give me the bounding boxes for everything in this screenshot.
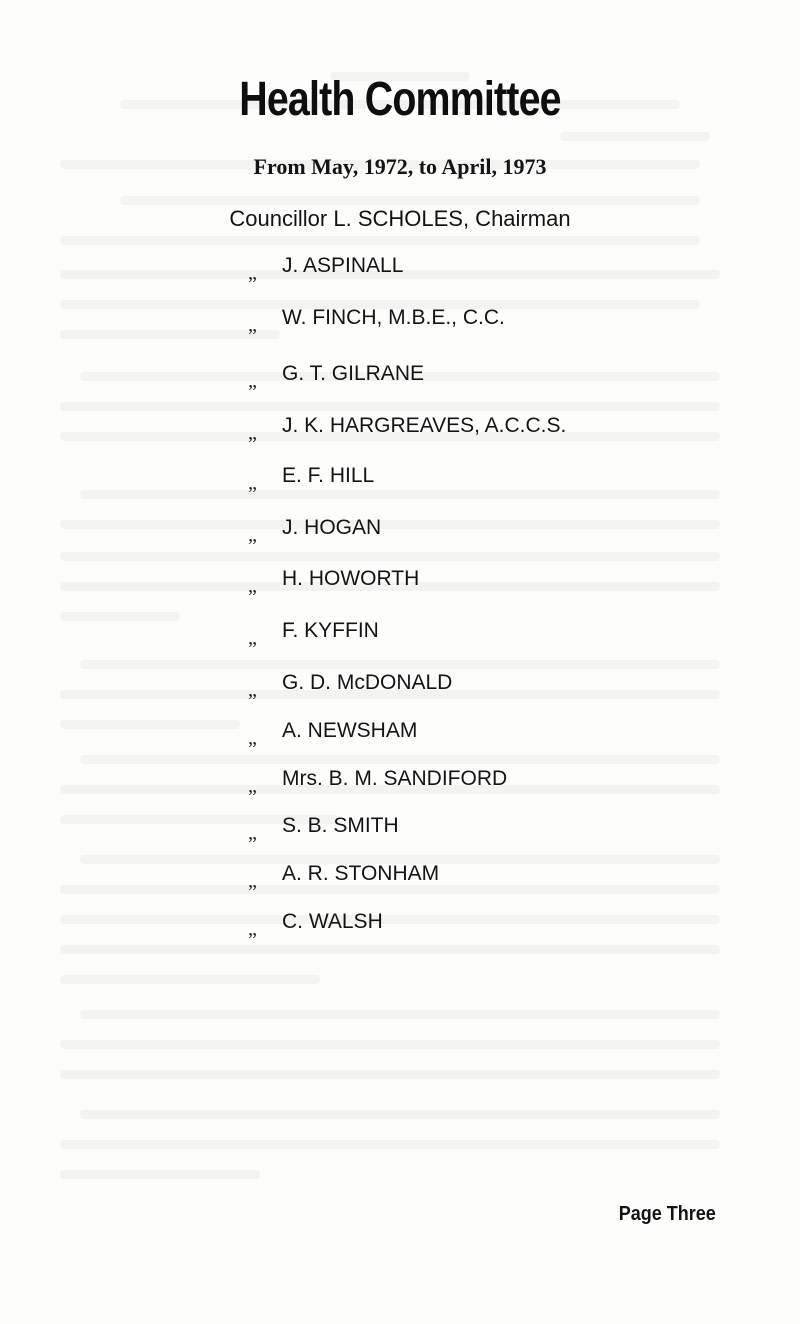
list-item [0,767,800,797]
ditto-mark: „ [248,422,257,444]
list-item [0,910,800,940]
list-item [0,671,800,701]
member-name: H. HOWORTH [282,567,420,590]
ditto-mark: „ [248,822,257,844]
list-item [0,862,800,892]
page-number: Page Three [618,1203,716,1225]
list-item [0,362,800,392]
member-name: J. K. HARGREAVES, A.C.C.S. [282,414,567,437]
member-name: W. FINCH, M.B.E., C.C. [282,306,505,329]
member-name: Mrs. B. M. SANDIFORD [282,767,508,790]
ditto-mark: „ [248,775,257,797]
member-name: G. T. GILRANE [282,362,424,385]
ditto-mark: „ [248,575,257,597]
list-item [0,254,800,284]
list-item [0,414,800,444]
list-item [0,619,800,649]
ditto-mark: „ [248,524,257,546]
member-name: J. HOGAN [282,516,382,539]
list-item [0,567,800,597]
member-name: S. B. SMITH [282,814,399,837]
ditto-mark: „ [248,370,257,392]
page-title: Health Committee [239,73,561,126]
member-name: C. WALSH [282,910,383,933]
member-name: G. D. McDONALD [282,671,453,694]
ditto-mark: „ [248,727,257,749]
list-item [0,306,800,336]
member-name: A. R. STONHAM [282,862,440,885]
ditto-mark: „ [248,262,257,284]
ditto-mark: „ [248,918,257,940]
member-name: F. KYFFIN [282,619,379,642]
chairman-line: Councillor L. SCHOLES, Chairman [229,206,571,231]
list-item [0,464,800,494]
ditto-mark: „ [248,627,257,649]
ditto-mark: „ [248,679,257,701]
list-item [0,516,800,546]
ditto-mark: „ [248,472,257,494]
member-name: E. F. HILL [282,464,375,487]
ditto-mark: „ [248,314,257,336]
date-range: From May, 1972, to April, 1973 [253,154,547,179]
ditto-mark: „ [248,870,257,892]
member-name: A. NEWSHAM [282,719,418,742]
list-item [0,814,800,844]
member-name: J. ASPINALL [282,254,404,277]
list-item [0,719,800,749]
